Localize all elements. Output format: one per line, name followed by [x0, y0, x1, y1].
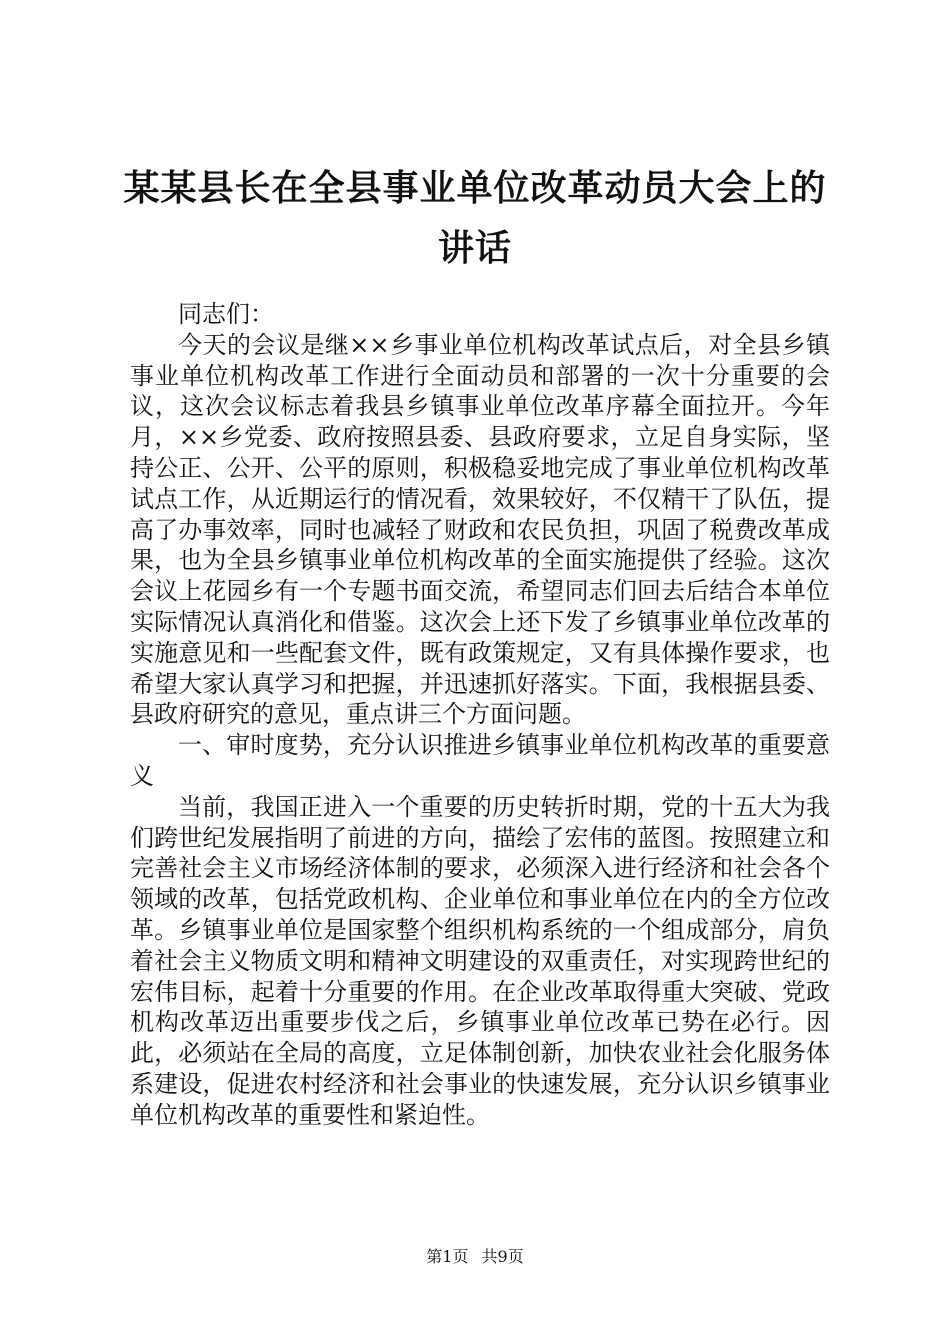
document-title: 某某县长在全县事业单位改革动员大会上的讲话 — [123, 167, 827, 269]
paragraph-section-1: 当前，我国正进入一个重要的历史转折时期，党的十五大为我们跨世纪发展指明了前进的方向，描绘了宏伟的蓝图。按照建立和完善社会主义市场经济体制的要求，必须深入进行经济和社会各个领域的改革，包括党政机构、企业单位和事业单位在内的全方位改革。乡镇事业单位是国家整个组织机构系统的一个组成部分，肩负着社会主义物质文明和精神文明建设的双重责任，对实现跨世纪的宏伟目标，起着十分重要的作用。在企业改革取得重大突破、党政机构改革迈出重要步伐之后，乡镇事业单位改革已势在必行。因此，必须站在全局的高度，立足体制创新，加快农业社会化服务体系建设，促进农村经济和社会事业的快速发展，充分认识乡镇事业单位机构改革的重要性和紧迫性。 — [130, 792, 830, 1129]
document-body — [130, 299, 830, 1131]
page-number: 第1页 — [426, 1247, 469, 1266]
section-heading-1: 一、审时度势，充分认识推进乡镇事业单位机构改革的重要意义 — [130, 731, 830, 790]
salutation: 同志们： — [178, 300, 274, 328]
page-footer — [0, 1244, 950, 1267]
paragraph-intro: 今天的会议是继××乡事业单位机构改革试点后，对全县乡镇事业单位机构改革工作进行全面动员和部署的一次十分重要的会议，这次会议标志着我县乡镇事业单位改革序幕全面拉开。今年月，××乡党委、政府按照县委、县政府要求，立足自身实际，坚持公正、公开、公平的原则，积极稳妥地完成了事业单位机构改革试点工作，从近期运行的情况看，效果较好，不仅精干了队伍，提高了办事效率，同时也减轻了财政和农民负担，巩固了税费改革成果，也为全县乡镇事业单位机构改革的全面实施提供了经验。这次会议上花园乡有一个专题书面交流，希望同志们回去后结合本单位实际情况认真消化和借鉴。这次会上还下发了乡镇事业单位改革的实施意见和一些配套文件，既有政策规定，又有具体操作要求，也希望大家认真学习和把握，并迅速抓好落实。下面，我根据县委、县政府研究的意见，重点讲三个方面问题。 — [130, 330, 830, 729]
page-total: 共9页 — [481, 1247, 524, 1266]
